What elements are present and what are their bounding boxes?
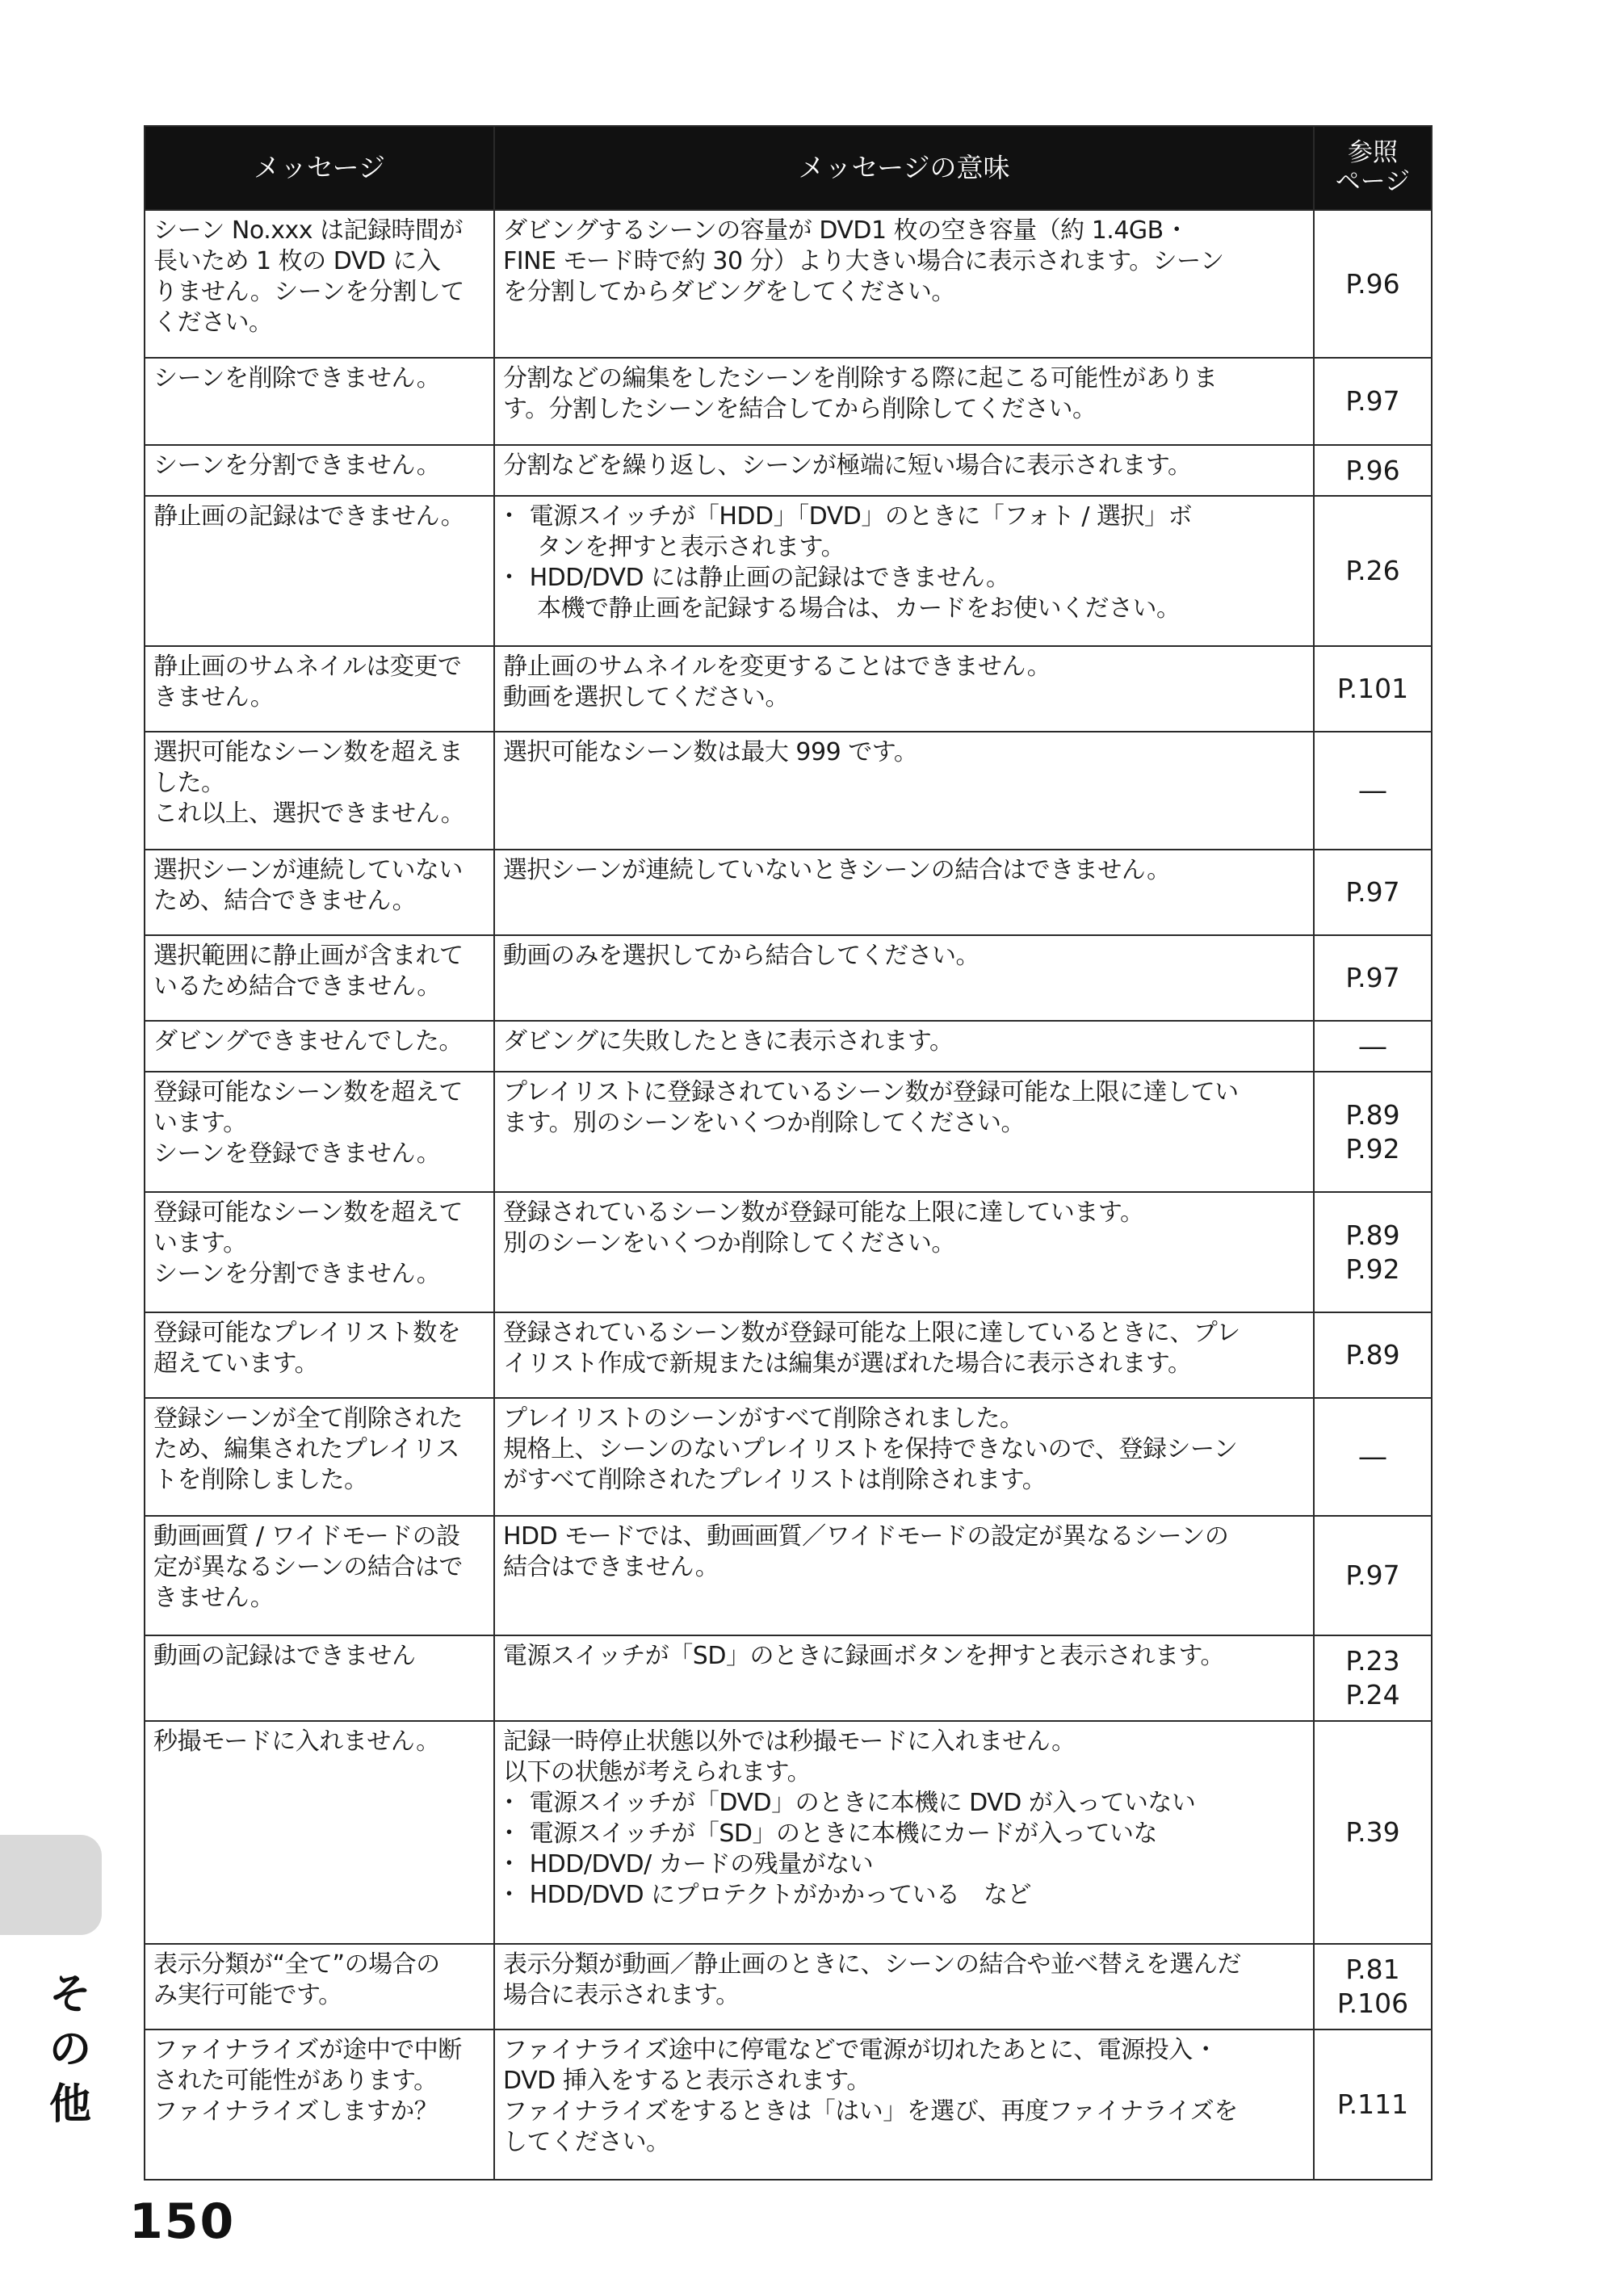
message-line: 表示分類が“全て”の場合の bbox=[153, 1950, 440, 1979]
message-line: シーンを分割できません。 bbox=[153, 451, 441, 480]
message-line: ダビングできませんでした。 bbox=[153, 1027, 463, 1056]
meaning-line: してください。 bbox=[503, 2128, 670, 2156]
reference-page-link: ― bbox=[1359, 1030, 1386, 1062]
message-line: いるため結合できません。 bbox=[153, 972, 441, 1001]
reference-page-link: P.89 bbox=[1345, 1098, 1400, 1131]
meaning-line: 選択シーンが連続していないときシーンの結合はできません。 bbox=[503, 856, 1171, 884]
reference-page-cell bbox=[1314, 1072, 1432, 1192]
section-label-char: 他 bbox=[48, 2080, 91, 2129]
message-cell bbox=[145, 1721, 494, 1944]
message-cell bbox=[145, 1021, 494, 1072]
reference-page-link: P.97 bbox=[1345, 1559, 1400, 1591]
reference-page-link: ― bbox=[1359, 774, 1386, 806]
message-line: シーンを登録できません。 bbox=[153, 1140, 441, 1168]
reference-page-link: P.97 bbox=[1345, 385, 1400, 417]
meaning-line: 動画を選択してください。 bbox=[503, 683, 789, 711]
meaning-line: 選択可能なシーン数は最大 999 です。 bbox=[503, 738, 918, 766]
header-reference-line1: 参照 bbox=[1348, 138, 1398, 168]
reference-page-cell bbox=[1314, 1944, 1432, 2029]
reference-page-cell bbox=[1314, 1312, 1432, 1398]
meaning-line: 別のシーンをいくつか削除してください。 bbox=[503, 1229, 955, 1257]
message-line: 秒撮モードに入れません。 bbox=[153, 1727, 440, 1756]
reference-page-cell bbox=[1314, 850, 1432, 935]
meaning-line: がすべて削除されたプレイリストは削除されます。 bbox=[503, 1466, 1047, 1494]
meaning-cell bbox=[494, 496, 1314, 646]
header-message: メッセージ bbox=[145, 126, 494, 210]
message-line: きません。 bbox=[153, 1584, 275, 1612]
meaning-cell bbox=[494, 646, 1314, 732]
reference-page-link: P.101 bbox=[1336, 673, 1409, 704]
meaning-cell bbox=[494, 1516, 1314, 1635]
meaning-line: ダビングに失敗したときに表示されます。 bbox=[503, 1027, 954, 1056]
meaning-line: 動画のみを選択してから結合してください。 bbox=[503, 942, 979, 970]
header-meaning: メッセージの意味 bbox=[494, 126, 1314, 210]
meaning-bullet-item: ･ 電源スイッチが「SD」のときに本機にカードが入っていな bbox=[503, 1820, 1158, 1848]
meaning-cell bbox=[494, 358, 1314, 445]
message-line: 動画画質 / ワイドモードの設 bbox=[153, 1522, 460, 1551]
meaning-line: 以下の状態が考えられます。 bbox=[503, 1758, 812, 1786]
message-line: ください。 bbox=[153, 309, 273, 337]
message-line: 選択範囲に静止画が含まれて bbox=[153, 942, 464, 970]
message-line: した。 bbox=[153, 769, 225, 797]
meaning-line: 電源スイッチが「SD」のときに録画ボタンを押すと表示されます。 bbox=[503, 1642, 1225, 1670]
reference-page-link: P.24 bbox=[1345, 1679, 1400, 1710]
table-row bbox=[145, 445, 1432, 496]
message-cell bbox=[145, 1944, 494, 2029]
reference-page-cell bbox=[1314, 646, 1432, 732]
message-line: います。 bbox=[153, 1229, 247, 1257]
message-cell bbox=[145, 935, 494, 1021]
meaning-line: プレイリストのシーンがすべて削除されました。 bbox=[503, 1404, 1024, 1433]
meaning-cell bbox=[494, 2029, 1314, 2180]
message-line: ため、編集されたプレイリス bbox=[153, 1435, 459, 1463]
reference-page-link: P.96 bbox=[1345, 267, 1400, 300]
table-row bbox=[145, 1312, 1432, 1398]
message-line: います。 bbox=[153, 1109, 247, 1137]
table-row bbox=[145, 1516, 1432, 1635]
table-row bbox=[145, 1398, 1432, 1516]
meaning-line: 規格上、シーンのないプレイリストを保持できないので、登録シーン bbox=[503, 1435, 1238, 1463]
message-cell bbox=[145, 1072, 494, 1192]
message-line: 超えています。 bbox=[153, 1349, 319, 1378]
reference-page-cell bbox=[1314, 2029, 1432, 2180]
meaning-cell bbox=[494, 210, 1314, 358]
meaning-line: HDD モードでは、動画画質／ワイドモードの設定が異なるシーンの bbox=[503, 1522, 1229, 1551]
table-row bbox=[145, 646, 1432, 732]
table-row bbox=[145, 210, 1432, 358]
meaning-line: ファイナライズ途中に停電などで電源が切れたあとに、電源投入 ･ bbox=[503, 2036, 1212, 2064]
reference-page-link: ― bbox=[1359, 1441, 1386, 1472]
reference-page-link: P.23 bbox=[1345, 1645, 1400, 1677]
meaning-line: 登録されているシーン数が登録可能な上限に達しています。 bbox=[503, 1198, 1144, 1227]
meaning-cell bbox=[494, 1192, 1314, 1312]
message-cell bbox=[145, 850, 494, 935]
meaning-cell bbox=[494, 1398, 1314, 1516]
section-label-char: そ bbox=[48, 1971, 91, 2019]
table-row bbox=[145, 1192, 1432, 1312]
meaning-cell bbox=[494, 1021, 1314, 1072]
reference-page-link: P.39 bbox=[1345, 1816, 1400, 1848]
reference-page-link: P.97 bbox=[1345, 962, 1400, 993]
message-line: 動画の記録はできません bbox=[153, 1642, 416, 1670]
meaning-bullet-item: ･ HDD/DVD/ カードの残量がない bbox=[503, 1850, 874, 1878]
section-label-char: の bbox=[48, 2025, 91, 2074]
meaning-bullet-item: ･ HDD/DVD にプロテクトがかかっている など bbox=[503, 1881, 1031, 1909]
meaning-cell bbox=[494, 1635, 1314, 1721]
meaning-bullet-item: ･ 電源スイッチが「HDD」「DVD」のときに「フォト / 選択」ボ bbox=[503, 502, 1193, 531]
meaning-line: FINE モード時で約 30 分）より大きい場合に表示されます。シーン bbox=[503, 247, 1224, 275]
message-line: 登録可能なシーン数を超えて bbox=[153, 1198, 463, 1227]
reference-page-cell bbox=[1314, 1021, 1432, 1072]
reference-page-link: P.92 bbox=[1345, 1132, 1400, 1165]
meaning-line: 本機で静止画を記録する場合は、カードをお使いください。 bbox=[537, 594, 1181, 623]
message-line: 静止画の記録はできません。 bbox=[153, 502, 465, 531]
meaning-line: 場合に表示されます。 bbox=[503, 1981, 740, 2009]
message-line: シーン No.xxx は記録時間が bbox=[153, 216, 464, 245]
meaning-line: す。分割したシーンを結合してから削除してください。 bbox=[503, 395, 1097, 423]
meaning-cell bbox=[494, 1072, 1314, 1192]
meaning-cell bbox=[494, 732, 1314, 850]
message-cell bbox=[145, 358, 494, 445]
message-cell bbox=[145, 1192, 494, 1312]
meaning-bullet-item: ･ HDD/DVD には静止画の記録はできません。 bbox=[503, 564, 1010, 592]
message-line: シーンを削除できません。 bbox=[153, 364, 441, 392]
message-cell bbox=[145, 1516, 494, 1635]
reference-page-link: P.89 bbox=[1345, 1219, 1400, 1251]
meaning-cell bbox=[494, 1721, 1314, 1944]
message-cell bbox=[145, 2029, 494, 2180]
message-line: これ以上、選択できません。 bbox=[153, 800, 465, 828]
message-line: 定が異なるシーンの結合はで bbox=[153, 1553, 463, 1581]
meaning-line: DVD 挿入をすると表示されます。 bbox=[503, 2067, 870, 2095]
message-line: 登録シーンが全て削除された bbox=[153, 1404, 463, 1433]
table-row bbox=[145, 1635, 1432, 1721]
message-cell bbox=[145, 1635, 494, 1721]
header-reference-line2: ページ bbox=[1335, 167, 1411, 196]
message-line: 静止画のサムネイルは変更で bbox=[153, 653, 462, 681]
message-line: シーンを分割できません。 bbox=[153, 1260, 441, 1288]
meaning-line: プレイリストに登録されているシーン数が登録可能な上限に達してい bbox=[503, 1078, 1239, 1106]
meaning-line: 静止画のサムネイルを変更することはできません。 bbox=[503, 653, 1051, 681]
meaning-cell bbox=[494, 445, 1314, 496]
table-row bbox=[145, 1944, 1432, 2029]
meaning-line: ます。別のシーンをいくつか削除してください。 bbox=[503, 1109, 1025, 1137]
reference-page-link: P.26 bbox=[1345, 555, 1400, 586]
message-line: 選択シーンが連続していない bbox=[153, 856, 463, 884]
message-line: りません。シーンを分割して bbox=[153, 278, 464, 306]
reference-page-link: P.81 bbox=[1345, 1954, 1400, 1985]
reference-page-cell bbox=[1314, 1721, 1432, 1944]
table-row bbox=[145, 850, 1432, 935]
meaning-line: 結合はできません。 bbox=[503, 1553, 719, 1581]
reference-page-link: P.97 bbox=[1345, 876, 1400, 908]
message-cell bbox=[145, 732, 494, 850]
reference-page-cell bbox=[1314, 1398, 1432, 1516]
message-line: 長いため 1 枚の DVD に入 bbox=[153, 247, 441, 275]
meaning-line: ファイナライズをするときは「はい」を選び、再度ファイナライズを bbox=[503, 2097, 1238, 2126]
message-line: された可能性があります。 bbox=[153, 2067, 438, 2095]
message-cell bbox=[145, 1398, 494, 1516]
meaning-line: 分割などを繰り返し、シーンが極端に短い場合に表示されます。 bbox=[503, 451, 1192, 480]
table-header-row bbox=[145, 126, 1432, 210]
message-line: きません。 bbox=[153, 683, 275, 711]
reference-page-link: P.92 bbox=[1345, 1253, 1400, 1285]
reference-page-cell bbox=[1314, 445, 1432, 496]
meaning-line: 表示分類が動画／静止画のときに、シーンの結合や並べ替えを選んだ bbox=[503, 1950, 1241, 1979]
meaning-cell bbox=[494, 935, 1314, 1021]
message-cell bbox=[145, 1312, 494, 1398]
meaning-line: イリスト作成で新規または編集が選ばれた場合に表示されます。 bbox=[503, 1349, 1192, 1378]
page-number: 150 bbox=[129, 2193, 236, 2250]
reference-page-cell bbox=[1314, 732, 1432, 850]
meaning-line: タンを押すと表示されます。 bbox=[537, 533, 845, 561]
message-line: 登録可能なプレイリスト数を bbox=[153, 1319, 461, 1347]
message-line: 登録可能なシーン数を超えて bbox=[153, 1078, 463, 1106]
meaning-cell bbox=[494, 1312, 1314, 1398]
message-line: ファイナライズしますか？ bbox=[153, 2097, 438, 2126]
table-row bbox=[145, 496, 1432, 646]
message-cell bbox=[145, 445, 494, 496]
meaning-cell bbox=[494, 1944, 1314, 2029]
meaning-line: 記録一時停止状態以外では秒撮モードに入れません。 bbox=[503, 1727, 1076, 1756]
reference-page-link: P.111 bbox=[1336, 2088, 1409, 2120]
meaning-bullet-item: ･ 電源スイッチが「DVD」のときに本機に DVD が入っていない bbox=[503, 1789, 1196, 1817]
message-line: トを削除しました。 bbox=[153, 1466, 368, 1494]
reference-page-cell bbox=[1314, 358, 1432, 445]
reference-page-link: P.96 bbox=[1345, 454, 1400, 486]
message-line: ため、結合できません。 bbox=[153, 887, 417, 915]
table-row bbox=[145, 732, 1432, 850]
table-row bbox=[145, 1721, 1432, 1944]
reference-page-cell bbox=[1314, 1192, 1432, 1312]
reference-page-cell bbox=[1314, 496, 1432, 646]
table-row bbox=[145, 358, 1432, 445]
meaning-line: 分割などの編集をしたシーンを削除する際に起こる可能性がありま bbox=[503, 364, 1218, 392]
reference-page-link: P.106 bbox=[1336, 1987, 1409, 2019]
table-row bbox=[145, 2029, 1432, 2180]
reference-page-cell bbox=[1314, 1635, 1432, 1721]
reference-page-cell bbox=[1314, 935, 1432, 1021]
section-tab-marker bbox=[0, 1835, 102, 1935]
table-row bbox=[145, 1021, 1432, 1072]
message-cell bbox=[145, 646, 494, 732]
message-line: み実行可能です。 bbox=[153, 1981, 342, 2009]
reference-page-cell bbox=[1314, 210, 1432, 358]
reference-page-link: P.89 bbox=[1345, 1339, 1400, 1370]
meaning-line: 登録されているシーン数が登録可能な上限に達しているときに、プレ bbox=[503, 1319, 1240, 1347]
meaning-line: ダビングするシーンの容量が DVD1 枚の空き容量（約 1.4GB ･ bbox=[503, 216, 1183, 245]
table-row bbox=[145, 935, 1432, 1021]
message-line: 選択可能なシーン数を超えま bbox=[153, 738, 463, 766]
meaning-line: を分割してからダビングをしてください。 bbox=[503, 278, 955, 306]
section-label bbox=[42, 1967, 99, 2132]
header-reference-page bbox=[1314, 126, 1432, 210]
message-line: ファイナライズが途中で中断 bbox=[153, 2036, 462, 2064]
message-cell bbox=[145, 496, 494, 646]
message-cell bbox=[145, 210, 494, 358]
message-table bbox=[144, 125, 1433, 2181]
table-row bbox=[145, 1072, 1432, 1192]
reference-page-cell bbox=[1314, 1516, 1432, 1635]
meaning-cell bbox=[494, 850, 1314, 935]
